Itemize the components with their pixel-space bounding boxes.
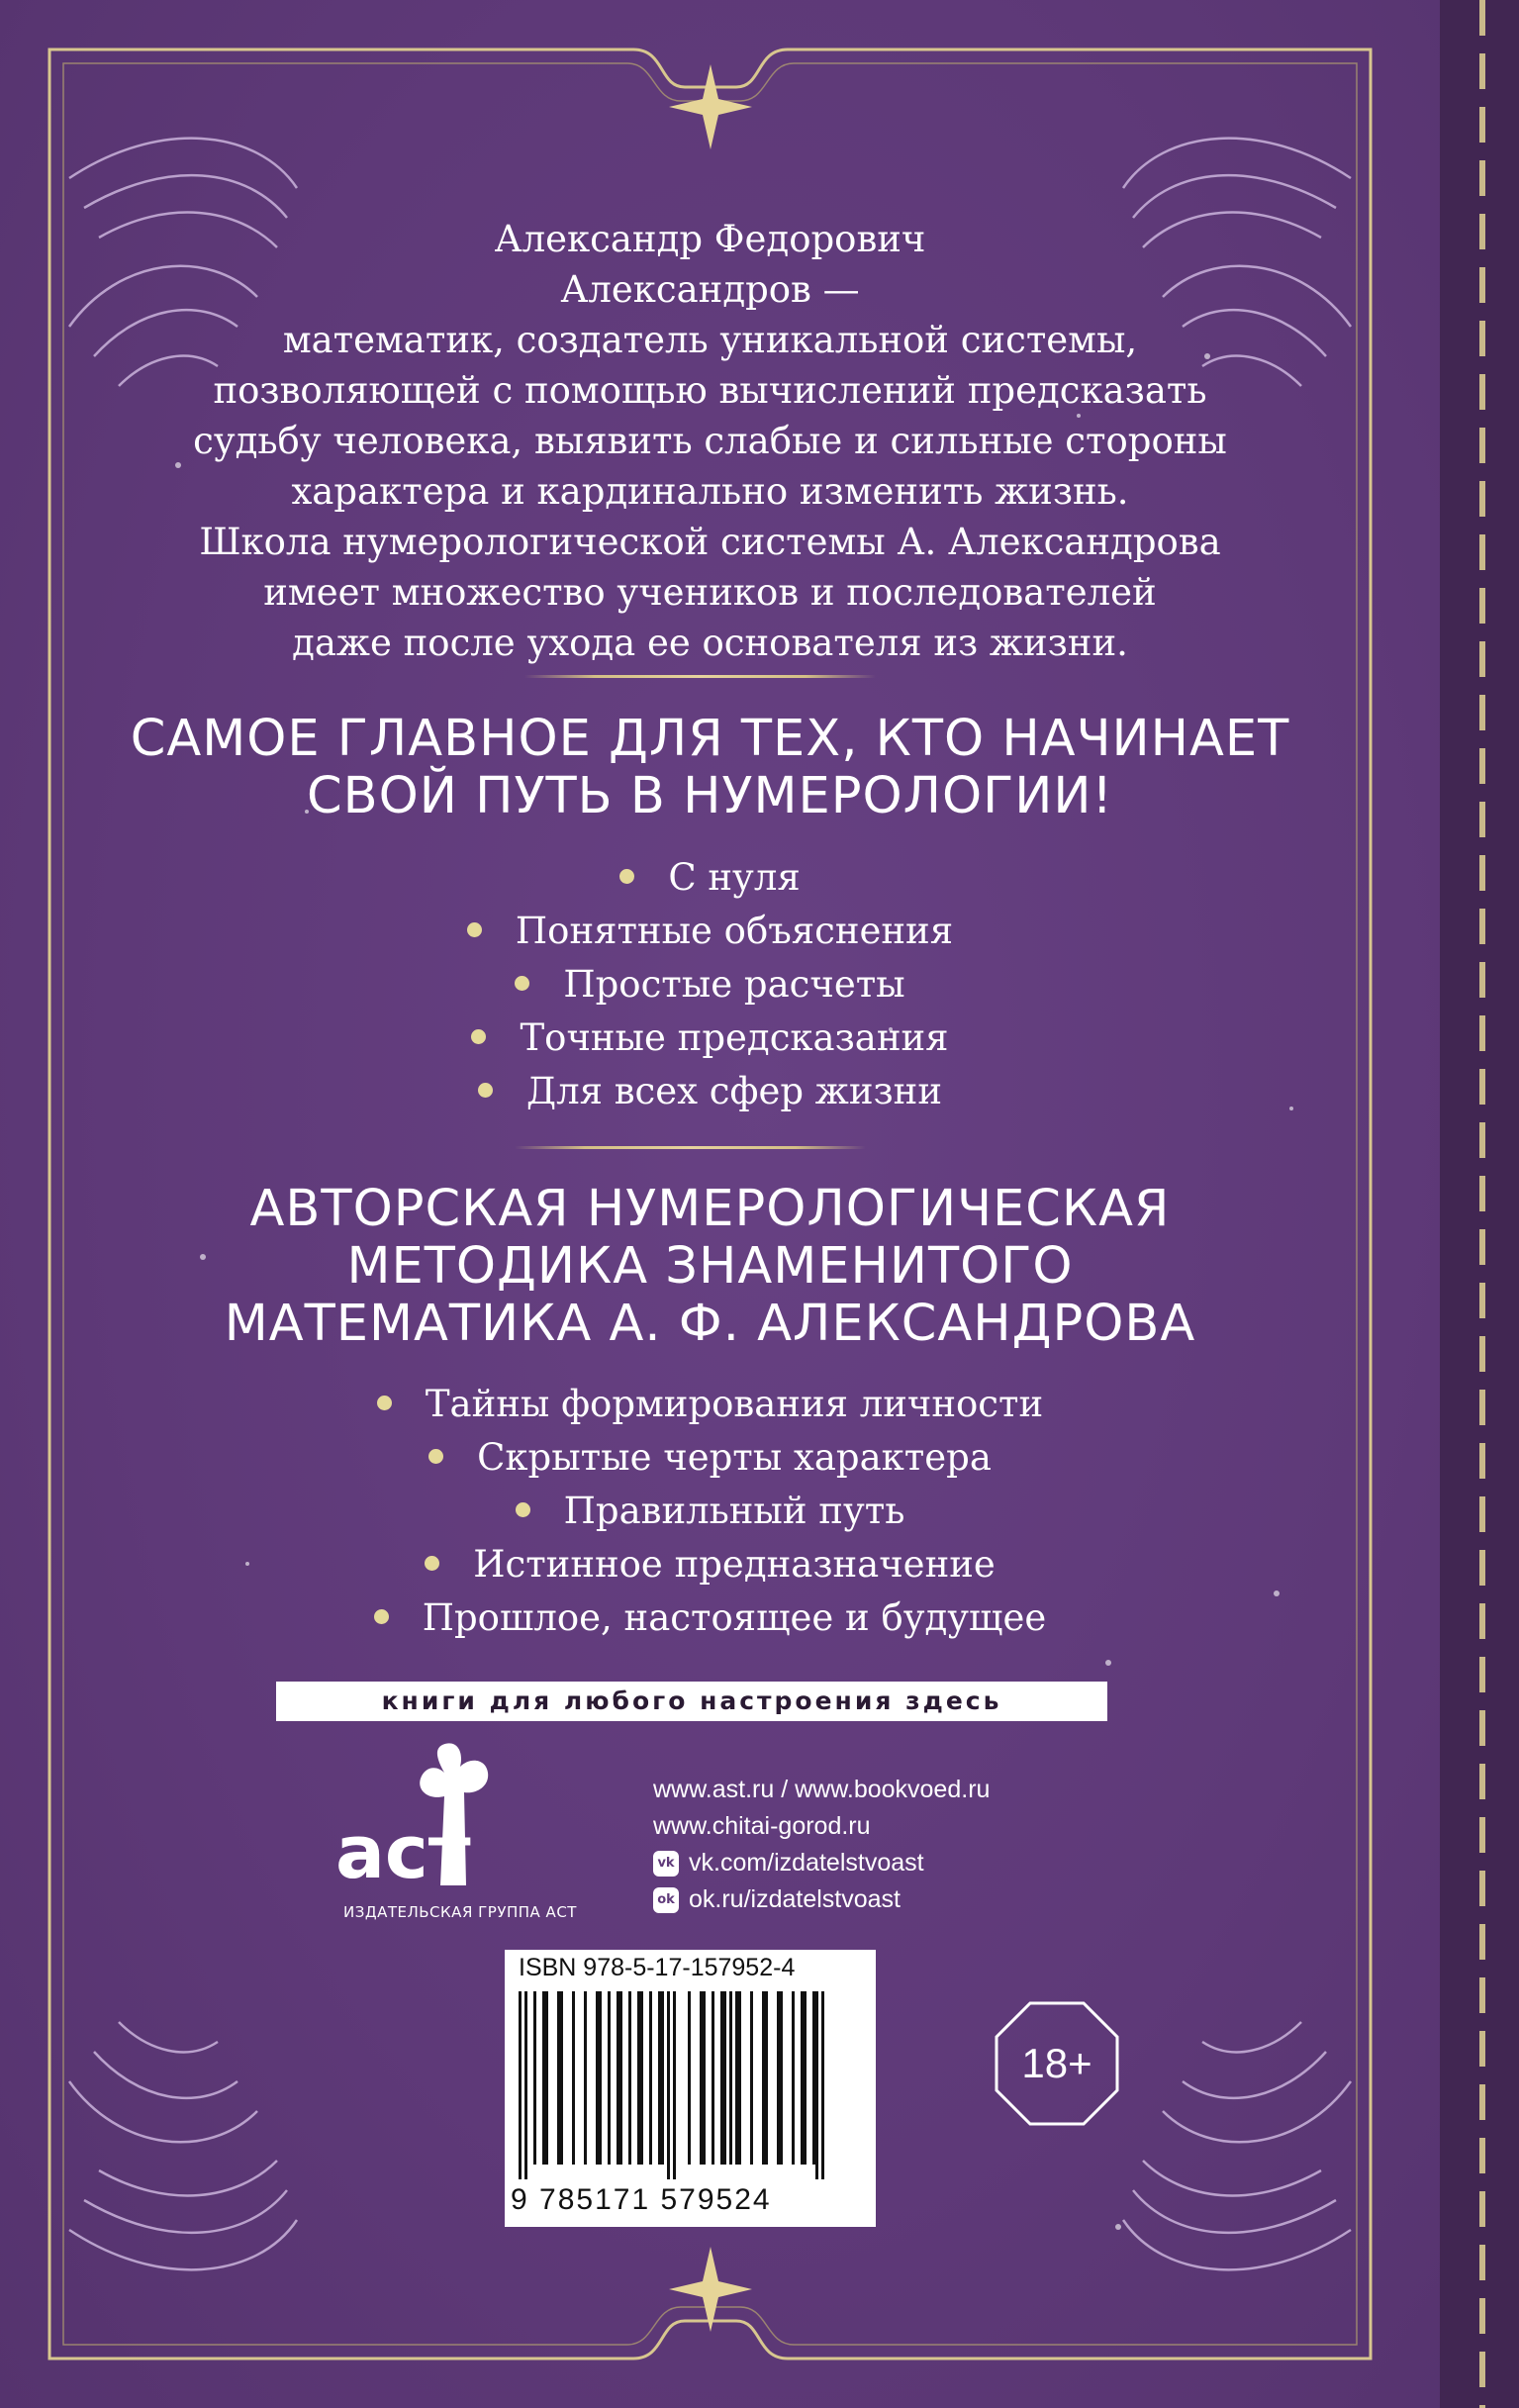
list-item: Правильный путь <box>119 1485 1301 1538</box>
barcode-bar <box>821 1991 824 2179</box>
website-link[interactable]: www.ast.ru / www.bookvoed.ru <box>653 1776 991 1803</box>
barcode-bar <box>688 1991 691 2165</box>
barcode-bar <box>720 1991 726 2165</box>
barcode-bar <box>617 1991 622 2165</box>
bullet-dot-icon <box>515 976 529 991</box>
list-item: Точные предсказания <box>119 1011 1301 1065</box>
bio-line: даже после ухода ее основателя из жизни. <box>292 622 1128 664</box>
bottom-sparkle-icon <box>669 2247 752 2332</box>
bullet-dot-icon <box>428 1449 443 1464</box>
barcode-bar <box>801 1991 807 2165</box>
bio-line: судьбу человека, выявить слабые и сильные стороны <box>193 420 1227 462</box>
section1-heading <box>119 711 1301 825</box>
barcode-bar <box>596 1991 602 2165</box>
heading-line: МАТЕМАТИКА А. Ф. АЛЕКСАНДРОВА <box>224 1295 1196 1353</box>
bullet-dot-icon <box>478 1083 493 1098</box>
bullet-dot-icon <box>471 1029 486 1044</box>
barcode-bar <box>815 1991 818 2179</box>
barcode-bar <box>533 1991 536 2165</box>
barcode-bar <box>735 1991 741 2165</box>
barcode-bar <box>812 1991 815 2165</box>
vk-icon: vk <box>653 1851 679 1877</box>
bullet-dot-icon <box>377 1396 392 1410</box>
spine-stitching <box>1479 0 1485 2408</box>
barcode-digits: 9 785171 579524 <box>511 2183 772 2216</box>
barcode-bar <box>658 1991 664 2165</box>
barcode-bar <box>777 1991 783 2165</box>
heading-line: МЕТОДИКА ЗНАМЕНИТОГО <box>346 1237 1074 1296</box>
bullet-dot-icon <box>425 1556 439 1571</box>
barcode-bar <box>572 1991 575 2165</box>
barcode-bar <box>542 1991 548 2165</box>
ok-icon: ok <box>653 1887 679 1913</box>
barcode-bar <box>762 1991 768 2165</box>
barcode-bar <box>700 1991 706 2165</box>
website-link[interactable]: www.chitai-gorod.ru <box>653 1812 871 1840</box>
section2-heading <box>119 1181 1301 1353</box>
barcode-bars <box>519 1991 863 2179</box>
barcode-bar <box>667 1991 670 2179</box>
corner-flourish-bottom-right <box>1123 2022 1351 2269</box>
bullet-dot-icon <box>374 1609 389 1624</box>
gold-divider <box>524 675 876 678</box>
ok-link[interactable]: ok ok.ru/izdatelstvoast <box>653 1881 990 1918</box>
publisher-links <box>653 1772 990 1918</box>
bio-line: позволяющей с помощью вычислений предсказать <box>213 369 1207 412</box>
bio-line: имеет множество учеников и последователей <box>263 571 1157 614</box>
bio-line: Александров — <box>560 268 860 311</box>
barcode-bar <box>792 1991 795 2165</box>
barcode-bar <box>649 1991 652 2165</box>
gold-divider <box>515 1146 866 1149</box>
bio-line: математик, создатель уникальной системы, <box>282 319 1138 361</box>
list-item: С нуля <box>119 851 1301 905</box>
barcode-bar <box>584 1991 587 2165</box>
bullet-dot-icon <box>516 1502 530 1517</box>
age-rating-label: 18+ <box>1021 2040 1092 2086</box>
publisher-name: ИЗДАТЕЛЬСКАЯ ГРУППА АСТ <box>343 1903 577 1921</box>
list-item: Прошлое, настоящее и будущее <box>119 1591 1301 1645</box>
barcode-bar <box>557 1991 563 2165</box>
bio-line: Школа нумерологической системы А. Александрова <box>199 521 1221 563</box>
author-bio <box>119 214 1301 668</box>
barcode-bar <box>673 1991 676 2179</box>
barcode-bar <box>519 1991 522 2179</box>
bullet-dot-icon <box>467 922 482 937</box>
list-item: Тайны формирования личности <box>119 1378 1301 1431</box>
top-sparkle-icon <box>669 64 752 149</box>
barcode-bar <box>729 1991 732 2165</box>
list-item: Скрытые черты характера <box>119 1431 1301 1485</box>
barcode-bar <box>637 1991 643 2165</box>
list-item: Для всех сфер жизни <box>119 1065 1301 1118</box>
ast-logo-icon <box>332 1737 529 1905</box>
list-item: Понятные объяснения <box>119 905 1301 958</box>
list-item: Истинное предназначение <box>119 1538 1301 1591</box>
barcode-bar <box>628 1991 631 2165</box>
bio-line: характера и кардинально изменить жизнь. <box>291 470 1129 513</box>
corner-flourish-bottom-left <box>69 2022 297 2269</box>
list-item: Простые расчеты <box>119 958 1301 1011</box>
tagline-banner: книги для любого настроения здесь <box>276 1682 1107 1721</box>
barcode-bar <box>712 1991 714 2165</box>
section2-list <box>119 1378 1301 1645</box>
heading-line: САМОЕ ГЛАВНОЕ ДЛЯ ТЕХ, КТО НАЧИНАЕТ <box>130 710 1290 768</box>
bullet-dot-icon <box>619 869 634 884</box>
section1-list <box>119 851 1301 1118</box>
vk-link[interactable]: vk vk.com/izdatelstvoast <box>653 1845 990 1881</box>
heading-line: АВТОРСКАЯ НУМЕРОЛОГИЧЕСКАЯ <box>249 1180 1171 1238</box>
bio-line: Александр Федорович <box>494 218 926 260</box>
barcode-bar <box>608 1991 611 2165</box>
isbn-text: ISBN 978-5-17-157952-4 <box>519 1954 796 1981</box>
heading-line: СВОЙ ПУТЬ В НУМЕРОЛОГИИ! <box>307 767 1113 825</box>
barcode-bar <box>750 1991 753 2165</box>
barcode-panel <box>505 1950 876 2227</box>
svg-text:аст: аст <box>335 1810 471 1895</box>
barcode-bar <box>524 1991 527 2179</box>
